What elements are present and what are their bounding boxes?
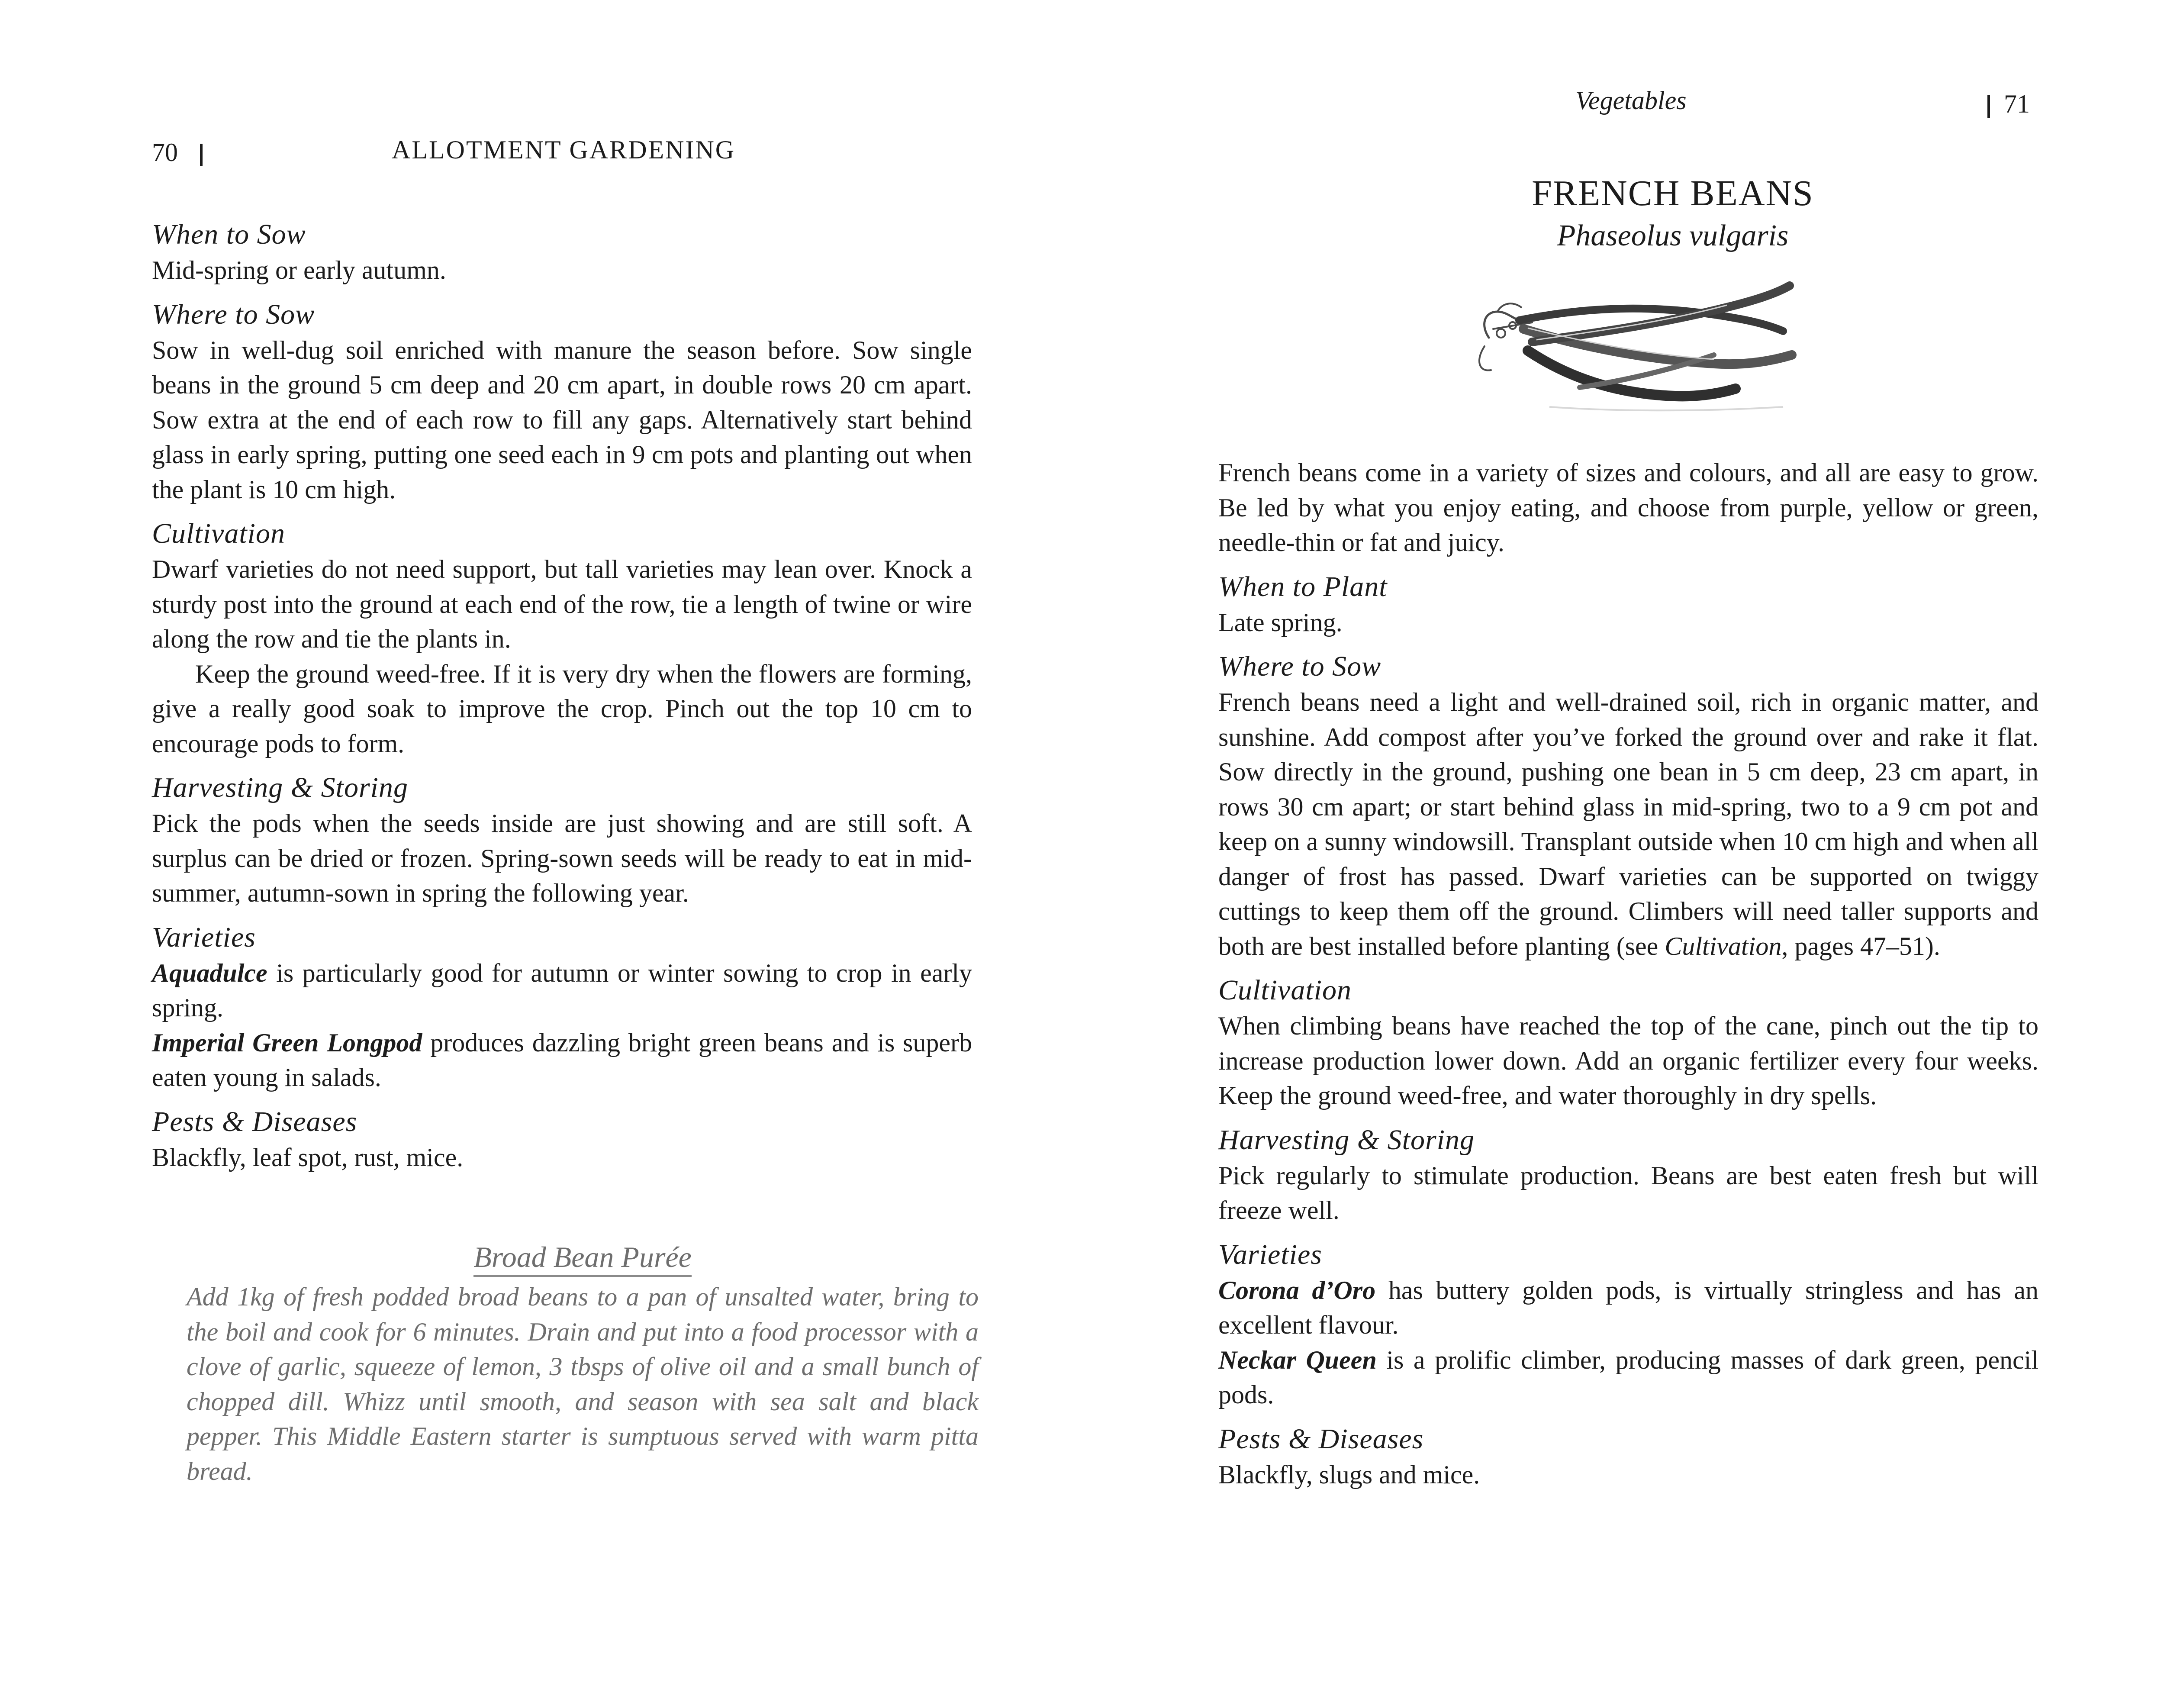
variety-item: [152, 956, 972, 1025]
recipe-box: [187, 1238, 979, 1489]
section-heading-pests: Pests & Diseases: [152, 1105, 357, 1138]
section-heading-cultivation: Cultivation: [1218, 974, 1352, 1006]
page-title: FRENCH BEANS: [1532, 173, 1814, 213]
latin-name: Phaseolus vulgaris: [1557, 219, 1789, 252]
folio-divider: [200, 144, 203, 166]
section-heading-when-to-sow: When to Sow: [152, 219, 306, 250]
where-to-sow-main-text: French beans need a light and well-drained soil, rich in organic matter, and sunshine. Add compost after you’ve forked the ground over and rake it flat. Sow directly in the ground, pushing one bean in 5 cm deep, 23 cm apart, in rows 30 cm apart; or start behind glass in mid-spring, two to a 9 cm pot and keep on a sunny windowsill. Transplant outside when 10 cm high and when all danger of frost has passed. Dwarf varieties can be supported on twiggy cuttings to keep them off the ground. Climbers will need taller supports and both are best installed before planting (see: [1218, 688, 2038, 960]
variety-description: produces dazzling bright green beans and is superb eaten young in salads.: [152, 1028, 973, 1092]
page-number-right: 71: [2004, 90, 2030, 118]
section-heading-when-to-plant: When to Plant: [1218, 570, 1388, 603]
section-heading-pests: Pests & Diseases: [1218, 1423, 1424, 1455]
running-head-right: Vegetables: [1575, 86, 1687, 115]
variety-name: Neckar Queen: [1218, 1345, 1377, 1374]
variety-name: Corona d’Oro: [1218, 1276, 1376, 1305]
section-text-cultivation-2: Keep the ground weed-free. If it is very dry when the flowers are forming, give a really good soak to improve the crop. Pinch out the top 10 cm to encourage pods to form.: [152, 659, 972, 758]
section-text-cultivation: When climbing beans have reached the top of the cane, pinch out the tip to increase production lower down. Add an organic fertilizer every four weeks. Keep the ground weed-free, and water thoroughly in dry spells.: [1218, 1012, 2038, 1110]
variety-item: [1218, 1273, 2038, 1343]
cross-reference: Cultivation: [1665, 931, 1782, 960]
section-heading-cultivation: Cultivation: [152, 518, 285, 549]
recipe-title: Broad Bean Purée: [473, 1241, 692, 1277]
variety-name: Aquadulce: [152, 958, 267, 987]
section-text-harvesting: Pick the pods when the seeds inside are just showing and are still soft. A surplus can be dried or frozen. Spring-sown seeds will be ready to eat in mid-summer, autumn-sown in spring the following year.: [152, 809, 972, 907]
intro-text: French beans come in a variety of sizes and colours, and all are easy to grow. Be led by what you enjoy eating, and choose from purple, yellow or green, needle-thin or fat and juicy.: [1218, 458, 2038, 557]
variety-description: has buttery golden pods, is virtually stringless and has an excellent flavour.: [1218, 1276, 2038, 1339]
variety-item: [1218, 1343, 2038, 1412]
section-text-harvesting: Pick regularly to stimulate production. Beans are best eaten fresh but will freeze well.: [1218, 1161, 2038, 1225]
variety-description: is a prolific climber, producing masses of dark green, pencil pods.: [1218, 1345, 2038, 1409]
folio-divider: [1987, 95, 1990, 118]
section-text-when-to-sow: Mid-spring or early autumn.: [152, 256, 446, 284]
variety-name: Imperial Green Longpod: [152, 1028, 422, 1057]
page-number-left: 70: [152, 138, 178, 167]
section-heading-varieties: Varieties: [152, 921, 256, 953]
section-heading-varieties: Varieties: [1218, 1238, 1322, 1270]
variety-item: [152, 1025, 972, 1095]
section-heading-where-to-sow: Where to Sow: [152, 298, 315, 330]
section-text-pests: Blackfly, slugs and mice.: [1218, 1460, 1480, 1489]
section-text-where-to-sow: Sow in well-dug soil enriched with manure the season before. Sow single beans in the ground 5 cm deep and 20 cm apart, in double rows 20 cm apart. Sow extra at the end of each row to fill any gaps. Alternatively start behind glass in early spring, putting one seed each in 9 cm pots and planting out when the plant is 10 cm high.: [152, 335, 972, 504]
where-to-sow-end-text: , pages 47–51).: [1781, 931, 1940, 960]
section-heading-harvesting: Harvesting & Storing: [152, 772, 408, 803]
section-text-when-to-plant: Late spring.: [1218, 608, 1343, 637]
section-text-where-to-sow: [1218, 685, 2038, 964]
section-heading-where-to-sow: Where to Sow: [1218, 651, 1381, 682]
french-beans-illustration: [1472, 277, 1809, 424]
running-head-left: ALLOTMENT GARDENING: [392, 135, 736, 164]
right-text-column: [1218, 455, 2038, 1492]
section-text-pests: Blackfly, leaf spot, rust, mice.: [152, 1143, 464, 1172]
section-heading-harvesting: Harvesting & Storing: [1218, 1124, 1475, 1156]
variety-description: is particularly good for autumn or winter sowing to crop in early spring.: [152, 958, 972, 1022]
recipe-text: Add 1kg of fresh podded broad beans to a pan of unsalted water, bring to the boil and cook for 6 minutes. Drain and put into a food processor with a clove of garlic, squeeze of lemon, 3 tbsps of olive oil and a small bunch of chopped dill. Whizz until smooth, and season with sea salt and black pepper. This Middle Eastern starter is sumptuous served with warm pitta bread.: [187, 1283, 979, 1486]
section-text-cultivation-1: Dwarf varieties do not need support, but tall varieties may lean over. Knock a sturdy post into the ground at each end of the row, tie a length of twine or wire along the row and tie the plants in.: [152, 555, 972, 653]
left-text-column: [152, 216, 972, 1175]
species-heading: [1424, 171, 1922, 256]
